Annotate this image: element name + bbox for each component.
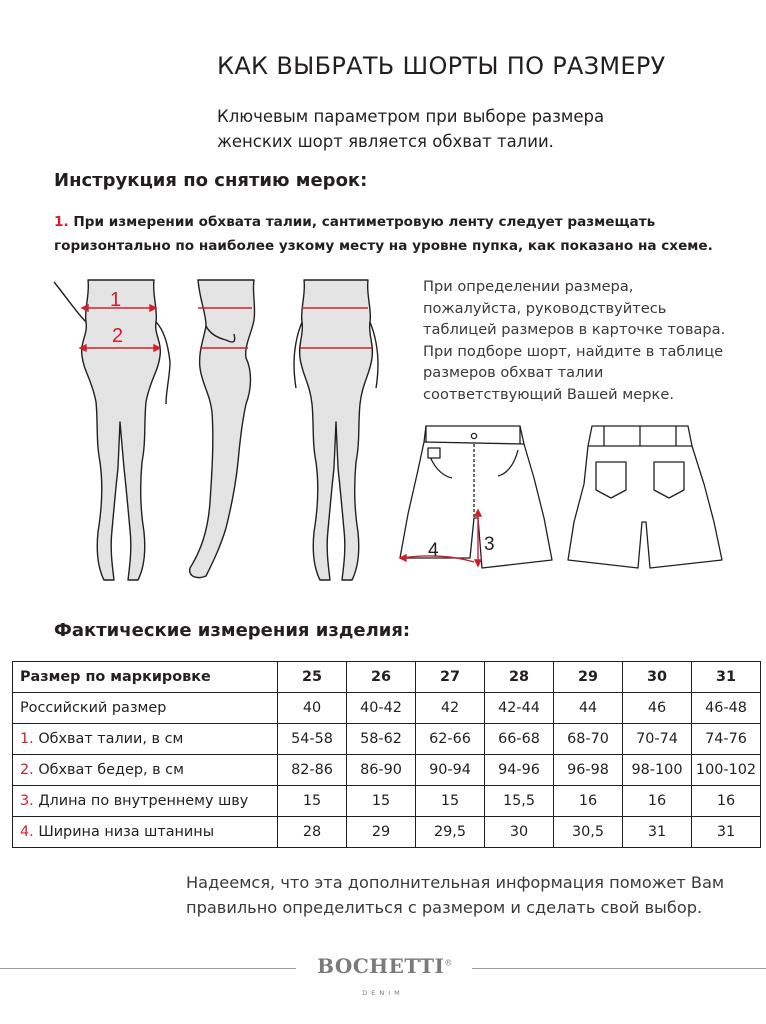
shorts-illustration — [398, 418, 738, 578]
table-cell: 31 — [623, 817, 692, 848]
table-cell: 31 — [692, 817, 761, 848]
table-cell: 30,5 — [554, 817, 623, 848]
table-cell: 42 — [416, 693, 485, 724]
table-cell: 82-86 — [278, 755, 347, 786]
header-cell: 25 — [278, 662, 347, 693]
table-cell: 40-42 — [347, 693, 416, 724]
page-title: КАК ВЫБРАТЬ ШОРТЫ ПО РАЗМЕРУ — [217, 52, 666, 80]
table-cell: 98-100 — [623, 755, 692, 786]
header-cell: 28 — [485, 662, 554, 693]
table-header-row — [13, 662, 761, 693]
table-cell: 96-98 — [554, 755, 623, 786]
brand-logo — [310, 954, 460, 978]
row-label-text: Российский размер — [20, 700, 167, 716]
table-cell: 46 — [623, 693, 692, 724]
table-cell: 68-70 — [554, 724, 623, 755]
step-number: 1. — [54, 214, 69, 230]
row-label — [13, 724, 278, 755]
advice-line: размеров обхват талии — [423, 364, 604, 381]
table-cell: 28 — [278, 817, 347, 848]
table-heading: Фактические измерения изделия: — [54, 620, 411, 641]
table-cell: 30 — [485, 817, 554, 848]
table-cell: 29,5 — [416, 817, 485, 848]
figure-side — [190, 280, 255, 578]
advice-line: При подборе шорт, найдите в таблице — [423, 342, 724, 360]
table-cell: 44 — [554, 693, 623, 724]
table-cell: 16 — [623, 786, 692, 817]
header-cell: 30 — [623, 662, 692, 693]
brand-registered-mark: ® — [444, 958, 453, 968]
closing-text — [186, 870, 746, 920]
header-cell: 27 — [416, 662, 485, 693]
advice-line: При определении размера, — [423, 278, 634, 295]
table-cell: 62-66 — [416, 724, 485, 755]
advice-line: пожалуйста, руководствуйтесь — [423, 299, 667, 317]
header-cell: 26 — [347, 662, 416, 693]
advice-line: соответствующий Вашей мерке. — [423, 385, 674, 403]
row-number: 3. — [20, 793, 34, 809]
table-cell: 58-62 — [347, 724, 416, 755]
table-cell: 40 — [278, 693, 347, 724]
header-cell: 29 — [554, 662, 623, 693]
closing-line-2: правильно определиться с размером и сделать свой выбор. — [186, 898, 703, 917]
table-row — [13, 693, 761, 724]
table-cell: 16 — [692, 786, 761, 817]
measure-label-2: 2 — [112, 325, 124, 347]
row-label — [13, 693, 278, 724]
advice-line: таблицей размеров в карточке товара. — [423, 321, 726, 338]
row-label-text: Длина по внутреннему шву — [38, 793, 249, 809]
row-number: 1. — [20, 731, 34, 747]
measure-label-3: 3 — [484, 534, 495, 555]
header-label: Размер по маркировке — [13, 662, 278, 693]
header-cell: 31 — [692, 662, 761, 693]
table-cell: 100-102 — [692, 755, 761, 786]
instructions-heading: Инструкция по снятию мерок: — [54, 170, 368, 191]
table-cell: 15,5 — [485, 786, 554, 817]
step-text-line-1: При измерении обхвата талии, сантиметровую ленту следует размещать — [73, 214, 656, 230]
intro-line-1: Ключевым параметром при выборе размера — [217, 107, 605, 126]
table-cell: 16 — [554, 786, 623, 817]
measure-label-1: 1 — [110, 289, 122, 311]
table-cell: 74-76 — [692, 724, 761, 755]
table-cell: 15 — [416, 786, 485, 817]
shorts-back — [568, 426, 722, 568]
table-cell: 54-58 — [278, 724, 347, 755]
table-cell: 46-48 — [692, 693, 761, 724]
brand-subtitle: DENIM — [362, 989, 404, 997]
table-cell: 70-74 — [623, 724, 692, 755]
row-label-text: Обхват талии, в см — [38, 731, 184, 747]
row-number: 4. — [20, 824, 34, 840]
table-cell: 90-94 — [416, 755, 485, 786]
intro-text — [217, 104, 637, 154]
table-cell: 15 — [347, 786, 416, 817]
advice-text — [423, 276, 743, 405]
intro-line-2: женских шорт является обхват талии. — [217, 132, 554, 151]
table-row — [13, 817, 761, 848]
table-cell: 15 — [278, 786, 347, 817]
table-cell: 86-90 — [347, 755, 416, 786]
measure-label-4: 4 — [428, 540, 439, 561]
table-cell: 42-44 — [485, 693, 554, 724]
size-table — [12, 661, 761, 848]
table-cell: 29 — [347, 817, 416, 848]
step-text-line-2: горизонтально по наиболее узкому месту на уровне пупка, как показано на схеме. — [54, 238, 713, 254]
row-label — [13, 755, 278, 786]
row-label-text: Ширина низа штанины — [38, 824, 215, 840]
table-cell: 66-68 — [485, 724, 554, 755]
brand-name: BOCHETTI — [317, 954, 445, 978]
row-label — [13, 786, 278, 817]
body-measurement-figures — [40, 272, 400, 592]
instruction-step-1 — [54, 210, 754, 258]
row-label — [13, 817, 278, 848]
footer-divider-left — [0, 968, 296, 969]
row-label-text: Обхват бедер, в см — [38, 762, 184, 778]
table-cell: 94-96 — [485, 755, 554, 786]
closing-line-1: Надеемся, что эта дополнительная информация поможет Вам — [186, 873, 725, 892]
row-number: 2. — [20, 762, 34, 778]
figure-back — [300, 280, 373, 580]
table-row — [13, 755, 761, 786]
table-row — [13, 724, 761, 755]
footer-divider-right — [472, 968, 766, 969]
shorts-front — [400, 426, 552, 568]
table-row — [13, 786, 761, 817]
